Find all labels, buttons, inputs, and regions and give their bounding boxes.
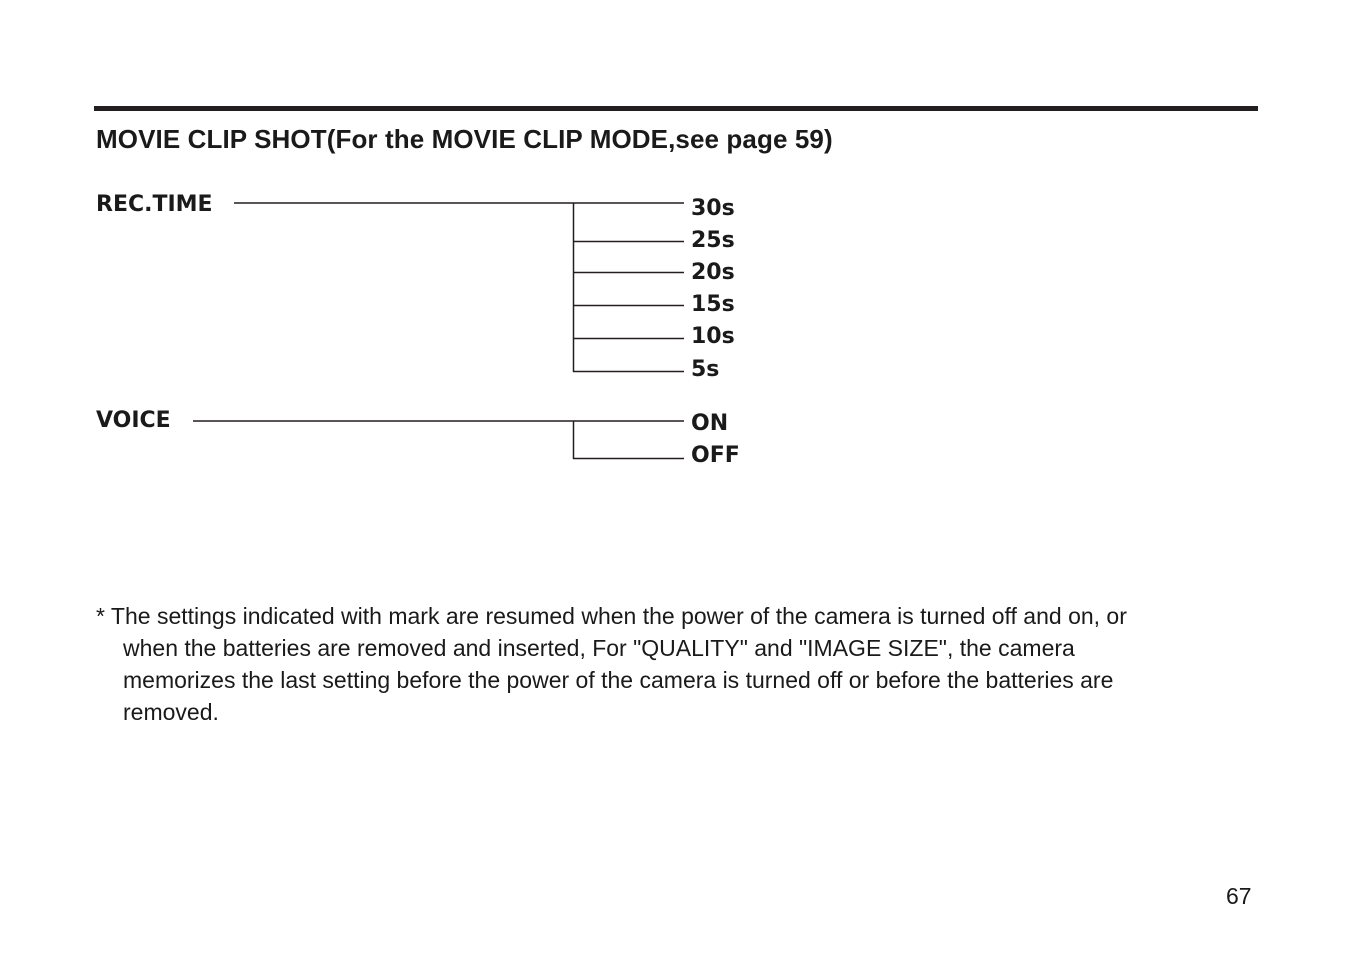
rec-time-option-30s: 30s bbox=[691, 196, 735, 221]
rec-time-option-25s: 25s bbox=[691, 228, 735, 253]
rec-time-option-15s: 15s bbox=[691, 292, 735, 317]
rec-time-option-20s: 20s bbox=[691, 260, 735, 285]
rec-time-option-10s: 10s bbox=[691, 324, 735, 349]
footnote-line: * The settings indicated with mark are resumed when the power of the camera is turned off and on, or bbox=[96, 603, 1127, 629]
footnote-line: removed. bbox=[123, 699, 219, 725]
top-rule bbox=[94, 106, 1258, 111]
voice-option-on: ON bbox=[691, 411, 729, 436]
voice-option-off: OFF bbox=[691, 443, 740, 468]
voice-label: VOICE bbox=[96, 408, 171, 433]
footnote-line: memorizes the last setting before the power of the camera is turned off or before the batteries are bbox=[123, 667, 1114, 693]
section-title: MOVIE CLIP SHOT(For the MOVIE CLIP MODE,see page 59) bbox=[96, 124, 833, 154]
footnote bbox=[96, 600, 1266, 728]
rec-time-label: REC.TIME bbox=[96, 192, 213, 217]
page-number: 67 bbox=[1226, 883, 1252, 909]
footnote-line: when the batteries are removed and inserted, For "QUALITY" and "IMAGE SIZE", the camera bbox=[123, 635, 1075, 661]
rec-time-option-5s: 5s bbox=[691, 357, 720, 382]
